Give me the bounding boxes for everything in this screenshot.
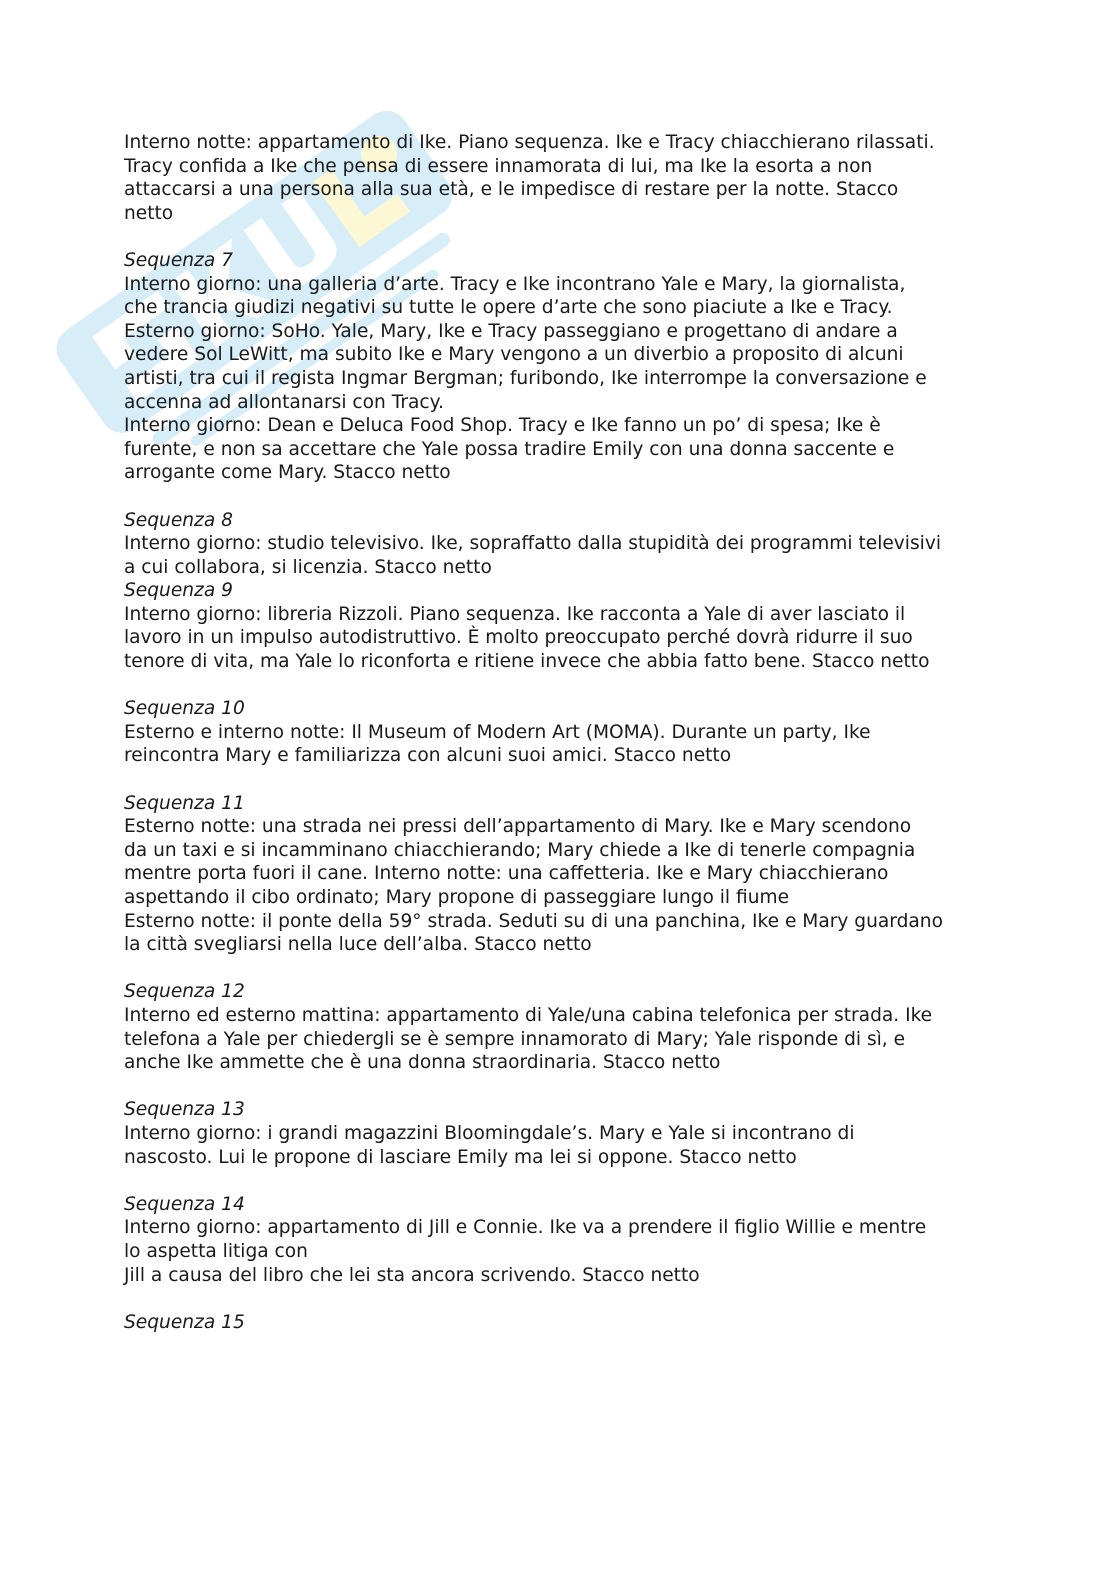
sequence-paragraph: Interno giorno: una galleria d’arte. Tracy e Ike incontrano Yale e Mary, la giornalista, che trancia giudizi negativi su tutte le opere d’arte che sono piaciute a Ike e Tracy. [124, 273, 906, 319]
sequence-block [124, 509, 1004, 580]
sequence-title: Sequenza 11 [124, 792, 245, 814]
sequence-title: Sequenza 15 [124, 1311, 245, 1333]
sequence-title: Sequenza 12 [124, 981, 245, 1003]
sequence-title: Sequenza 8 [124, 509, 233, 531]
sequence-paragraph: Interno giorno: studio televisivo. Ike, sopraffatto dalla stupidità dei programmi televisivi a cui collabora, si licenzia. Stacco netto [124, 533, 941, 578]
document-body [124, 131, 1004, 1358]
sequence-paragraph: Jill a causa del libro che lei sta ancora scrivendo. Stacco netto [124, 1264, 700, 1286]
sequence-block [124, 980, 1004, 1074]
sequence-paragraph: Interno giorno: appartamento di Jill e Connie. Ike va a prendere il figlio Willie e mentre lo aspetta litiga con [124, 1217, 927, 1262]
sequence-title: Sequenza 10 [124, 698, 245, 720]
sequence-block [124, 249, 1004, 485]
sequence-paragraph: Esterno notte: il ponte della 59° strada. Seduti su di una panchina, Ike e Mary guardano la città svegliarsi nella luce dell’alba. Stacco netto [124, 910, 943, 956]
sequence-paragraph: Esterno e interno notte: Il Museum of Modern Art (MOMA). Durante un party, Ike reincontra Mary e familiarizza con alcuni suoi amici. Stacco netto [124, 721, 871, 767]
sequence-paragraph: Esterno giorno: SoHo. Yale, Mary, Ike e Tracy passeggiano e progettano di andare a vedere Sol LeWitt, ma subito Ike e Mary vengono a un diverbio a proposito di alcuni artisti, tra cui il regista Ingmar Bergman; furibondo, Ike interrompe la conversazione e accenna ad allontanarsi con Tracy. [124, 320, 927, 413]
sequence-paragraph: Interno giorno: i grandi magazzini Bloomingdale’s. Mary e Yale si incontrano di nascosto. Lui le propone di lasciare Emily ma lei si oppone. Stacco netto [124, 1122, 855, 1168]
sequence-paragraph: Esterno notte: una strada nei pressi dell’appartamento di Mary. Ike e Mary scendono da un taxi e si incamminano chiacchierando; Mary chiede a Ike di tenerle compagnia mentre porta fuori il cane. Interno notte: una caffetteria. Ike e Mary chiacchierano aspettando il cibo ordinato; Mary propone di passeggiare lungo il fiume [124, 816, 916, 908]
opening-paragraph: Interno notte: appartamento di Ike. Piano sequenza. Ike e Tracy chiacchierano rilassati. Tracy confida a Ike che pensa di essere innamorata di lui, ma Ike la esorta a non attaccarsi a una persona alla sua età, e le impedisce di restare per la notte. Stacco netto [124, 132, 935, 224]
sequence-title: Sequenza 7 [124, 249, 233, 271]
sequence-block [124, 1311, 1004, 1335]
sequence-list [124, 249, 1004, 1334]
sequence-title: Sequenza 14 [124, 1193, 245, 1215]
sequence-title: Sequenza 9 [124, 580, 233, 602]
sequence-block [124, 1098, 1004, 1169]
sequence-title: Sequenza 13 [124, 1099, 245, 1121]
sequence-paragraph: Interno ed esterno mattina: appartamento di Yale/una cabina telefonica per strada. Ike telefona a Yale per chiedergli se è sempre innamorato di Mary; Yale risponde di sì, e anche Ike ammette che è una donna straordinaria. Stacco netto [124, 1004, 933, 1074]
sequence-block [124, 792, 1004, 957]
sequence-paragraph: Interno giorno: Dean e Deluca Food Shop. Tracy e Ike fanno un po’ di spesa; Ike è furente, e non sa accettare che Yale possa tradire Emily con una donna saccente e arrogante come Mary. Stacco netto [124, 415, 895, 484]
sequence-block [124, 697, 1004, 768]
sequence-block [124, 579, 1004, 673]
sequence-paragraph: Interno giorno: libreria Rizzoli. Piano sequenza. Ike racconta a Yale di aver lasciato il lavoro in un impulso autodistruttivo. È molto preoccupato perché dovrà ridurre il suo tenore di vita, ma Yale lo riconforta e ritiene invece che abbia fatto bene. Stacco netto [124, 603, 930, 673]
sequence-block [124, 1193, 1004, 1287]
